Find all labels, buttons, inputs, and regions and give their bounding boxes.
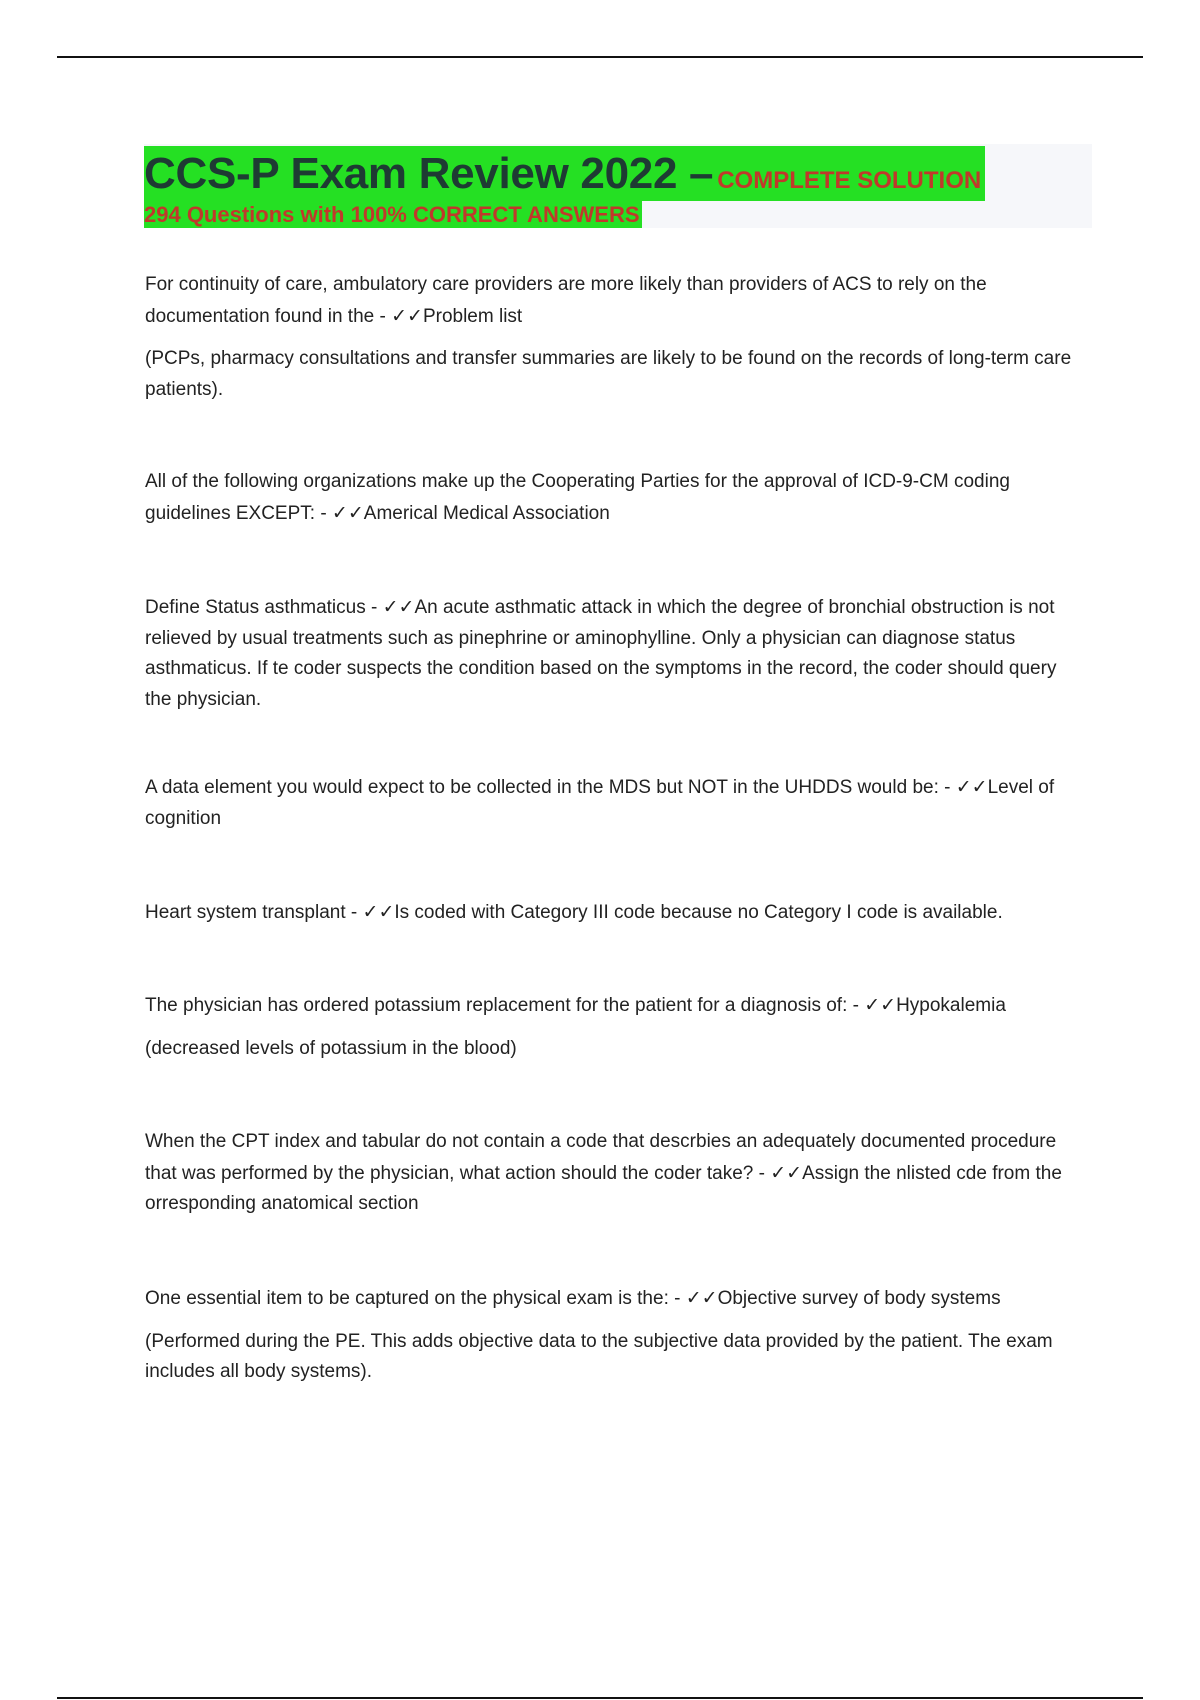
qa-item-3 xyxy=(145,592,1080,715)
check-mark-icon: ✓✓ xyxy=(770,1161,803,1184)
check-mark-icon: ✓✓ xyxy=(685,1287,718,1309)
check-mark-icon: ✓✓ xyxy=(864,994,897,1016)
qa-answer: Level of cognition xyxy=(145,777,1055,829)
qa-question: The physician has ordered potassium replacement for the patient for a diagnosis of: - ✓✓Hypokalemia xyxy=(145,994,1006,1016)
qa-answer: Americal Medical Association xyxy=(363,502,610,524)
qa-answer: Is coded with Category III code because no Category I code is available. xyxy=(394,902,1003,923)
qa-answer: An acute asthmatic attack in which the degree of bronchial obstruction is not relieved by usual treatments such as pinephrine or aminophylline. Only a physician can diagnose status asthmaticus. If te coder suspects the condition based on the symptoms in the record, the coder should query the physician. xyxy=(145,597,1057,710)
qa-answer: Problem list xyxy=(422,305,523,327)
qa-question: One essential item to be captured on the physical exam is the: - ✓✓Objective survey of body systems xyxy=(145,1287,1001,1309)
check-mark-icon: ✓✓ xyxy=(391,304,423,327)
qa-item-7 xyxy=(145,1127,1080,1220)
qa-question: Define Status asthmaticus - ✓✓An acute asthmatic attack in which the degree of bronchial obstruction is not relieved by usual treatments such as pinephrine or aminophylline. Only a physician can diagnose status asthmaticus. If te coder suspects the condition based on the symptoms in the record, the coder should query the physician. xyxy=(145,596,1057,710)
qa-answer: Objective survey of body systems xyxy=(717,1288,1001,1309)
qa-note: (PCPs, pharmacy consultations and transfer summaries are likely to be found on the records of long-term care patients). xyxy=(145,348,1072,400)
title-line-1 xyxy=(144,146,985,201)
qa-item-8 xyxy=(145,1283,1080,1388)
qa-note: (Performed during the PE. This adds objective data to the subjective data provided by the patient. The exam includes all body systems). xyxy=(145,1330,1053,1382)
title-subtitle: COMPLETE SOLUTION xyxy=(717,167,982,194)
qa-question: Heart system transplant - ✓✓Is coded with Category III code because no Category I code is available. xyxy=(145,901,1003,923)
qa-item-4 xyxy=(145,772,1080,834)
qa-item-6 xyxy=(145,990,1080,1064)
footer-rule xyxy=(57,1697,1143,1699)
qa-item-1 xyxy=(145,270,1080,405)
header-rule xyxy=(57,56,1143,58)
qa-answer: Assign the nlisted cde from the orresponding anatomical section xyxy=(145,1162,1062,1214)
qa-question: A data element you would expect to be collected in the MDS but NOT in the UHDDS would be: - ✓✓Level of cognition xyxy=(145,776,1055,829)
check-mark-icon: ✓✓ xyxy=(331,501,364,524)
check-mark-icon: ✓✓ xyxy=(362,901,395,923)
qa-question: When the CPT index and tabular do not contain a code that descrbies an adequately documented procedure that was performed by the physician, what action should the coder take? - ✓✓Assign the nlisted cde from the orresponding anatomical section xyxy=(145,1131,1062,1214)
qa-note: (decreased levels of potassium in the blood) xyxy=(145,1037,517,1059)
page-title: CCS-P Exam Review 2022 – xyxy=(144,149,714,198)
qa-item-2 xyxy=(145,467,1080,529)
check-mark-icon: ✓✓ xyxy=(382,596,415,618)
qa-question: All of the following organizations make up the Cooperating Parties for the approval of ICD-9-CM coding guidelines EXCEPT: - ✓✓Americal Medical Association xyxy=(145,471,1010,524)
qa-item-5 xyxy=(145,897,1080,929)
check-mark-icon: ✓✓ xyxy=(955,776,988,798)
qa-question: For continuity of care, ambulatory care providers are more likely than providers of ACS to rely on the documentation found in the - ✓✓Problem list xyxy=(145,274,987,327)
qa-answer: Hypokalemia xyxy=(896,995,1006,1016)
title-block xyxy=(144,144,1092,228)
title-line-2: 294 Questions with 100% CORRECT ANSWERS xyxy=(144,202,640,227)
